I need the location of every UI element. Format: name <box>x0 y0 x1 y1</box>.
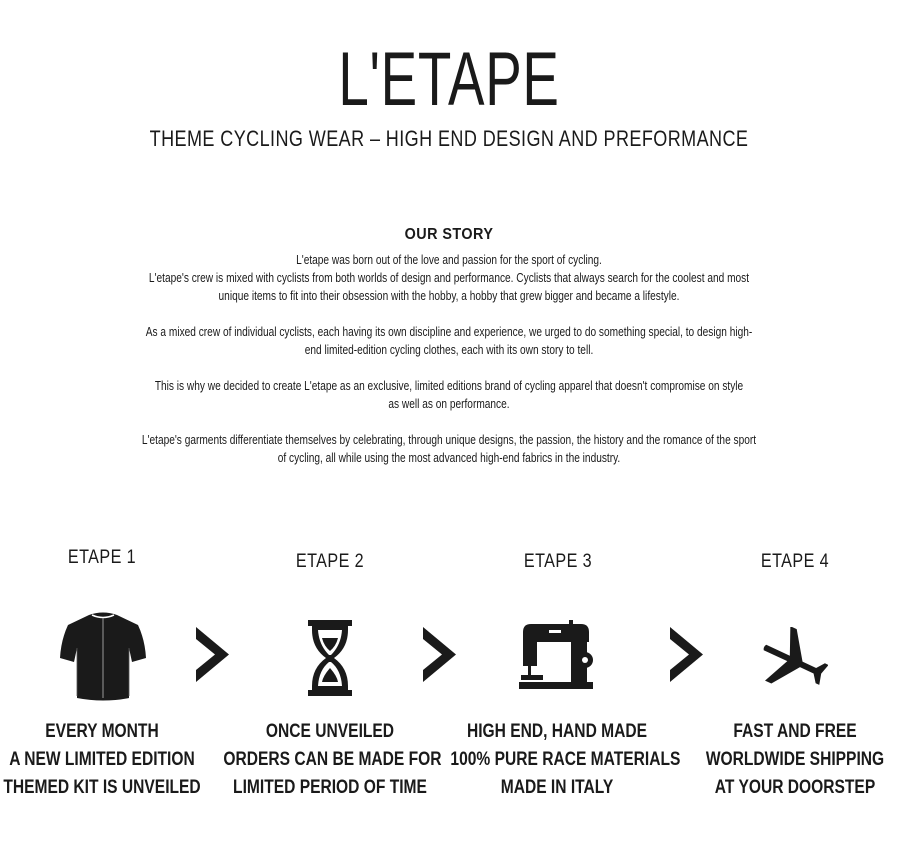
jersey-icon <box>58 610 148 702</box>
step-2-description <box>223 718 442 802</box>
story-paragraph <box>54 323 843 359</box>
story-line: L'etape's crew is mixed with cyclists from both worlds of design and performance. Cyclists that always search for the coolest and most <box>148 270 750 285</box>
story-title: OUR STORY <box>404 226 494 243</box>
story-text <box>54 251 843 485</box>
step-1-line: THEMED KIT IS UNVEILED <box>3 777 201 798</box>
step-1-title: ETAPE 1 <box>67 547 137 568</box>
story-line: end limited-edition cycling clothes, each with its own story to tell. <box>304 342 594 357</box>
step-2-line: ONCE UNVEILED <box>265 721 395 742</box>
step-2-line: ORDERS CAN BE MADE FOR <box>223 749 442 770</box>
step-3-line: HIGH END, HAND MADE <box>466 721 648 742</box>
brand-tagline: THEME CYCLING WEAR – HIGH END DESIGN AND PREFORMANCE <box>149 126 749 151</box>
hourglass-icon <box>308 620 352 696</box>
sewing-machine-icon <box>519 620 593 690</box>
step-3-line: 100% PURE RACE MATERIALS <box>450 749 681 770</box>
story-paragraph <box>54 431 843 467</box>
airplane-icon <box>760 627 828 695</box>
step-1-line: EVERY MONTH <box>45 721 159 742</box>
step-2-line: LIMITED PERIOD OF TIME <box>233 777 427 798</box>
step-3-title: ETAPE 3 <box>523 551 593 572</box>
story-paragraph <box>54 251 843 305</box>
brand-title: L'ETAPE <box>338 37 560 122</box>
story-paragraph <box>54 377 843 413</box>
chevron-right-icon <box>423 627 456 682</box>
step-3-description <box>450 718 681 802</box>
step-1-line: A NEW LIMITED EDITION <box>9 749 195 770</box>
story-line: of cycling, all while using the most advanced high-end fabrics in the industry. <box>277 450 621 465</box>
step-2-title: ETAPE 2 <box>295 551 365 572</box>
chevron-right-icon <box>670 627 703 682</box>
step-4-line: WORLDWIDE SHIPPING <box>705 749 885 770</box>
story-line: This is why we decided to create L'etape as an exclusive, limited editions brand of cycling apparel that doesn't compromise on style <box>154 378 744 393</box>
story-line: As a mixed crew of individual cyclists, each having its own discipline and experience, we urged to do something special, to design high- <box>145 324 753 339</box>
chevron-right-icon <box>196 627 229 682</box>
step-4-title: ETAPE 4 <box>760 551 830 572</box>
step-1-description <box>0 718 209 802</box>
story-line: as well as on performance. <box>388 396 510 411</box>
story-line: unique items to fit into their obsession with the hobby, a hobby that grew bigger and became a lifestyle. <box>218 288 680 303</box>
story-line: L'etape was born out of the love and passion for the sport of cycling. <box>296 252 602 267</box>
step-4-line: FAST AND FREE <box>733 721 857 742</box>
story-line: L'etape's garments differentiate themselves by celebrating, through unique designs, the passion, the history and the romance of the sport <box>141 432 757 447</box>
step-3-line: MADE IN ITALY <box>500 777 614 798</box>
step-4-description <box>688 718 898 802</box>
step-4-line: AT YOUR DOORSTEP <box>714 777 876 798</box>
